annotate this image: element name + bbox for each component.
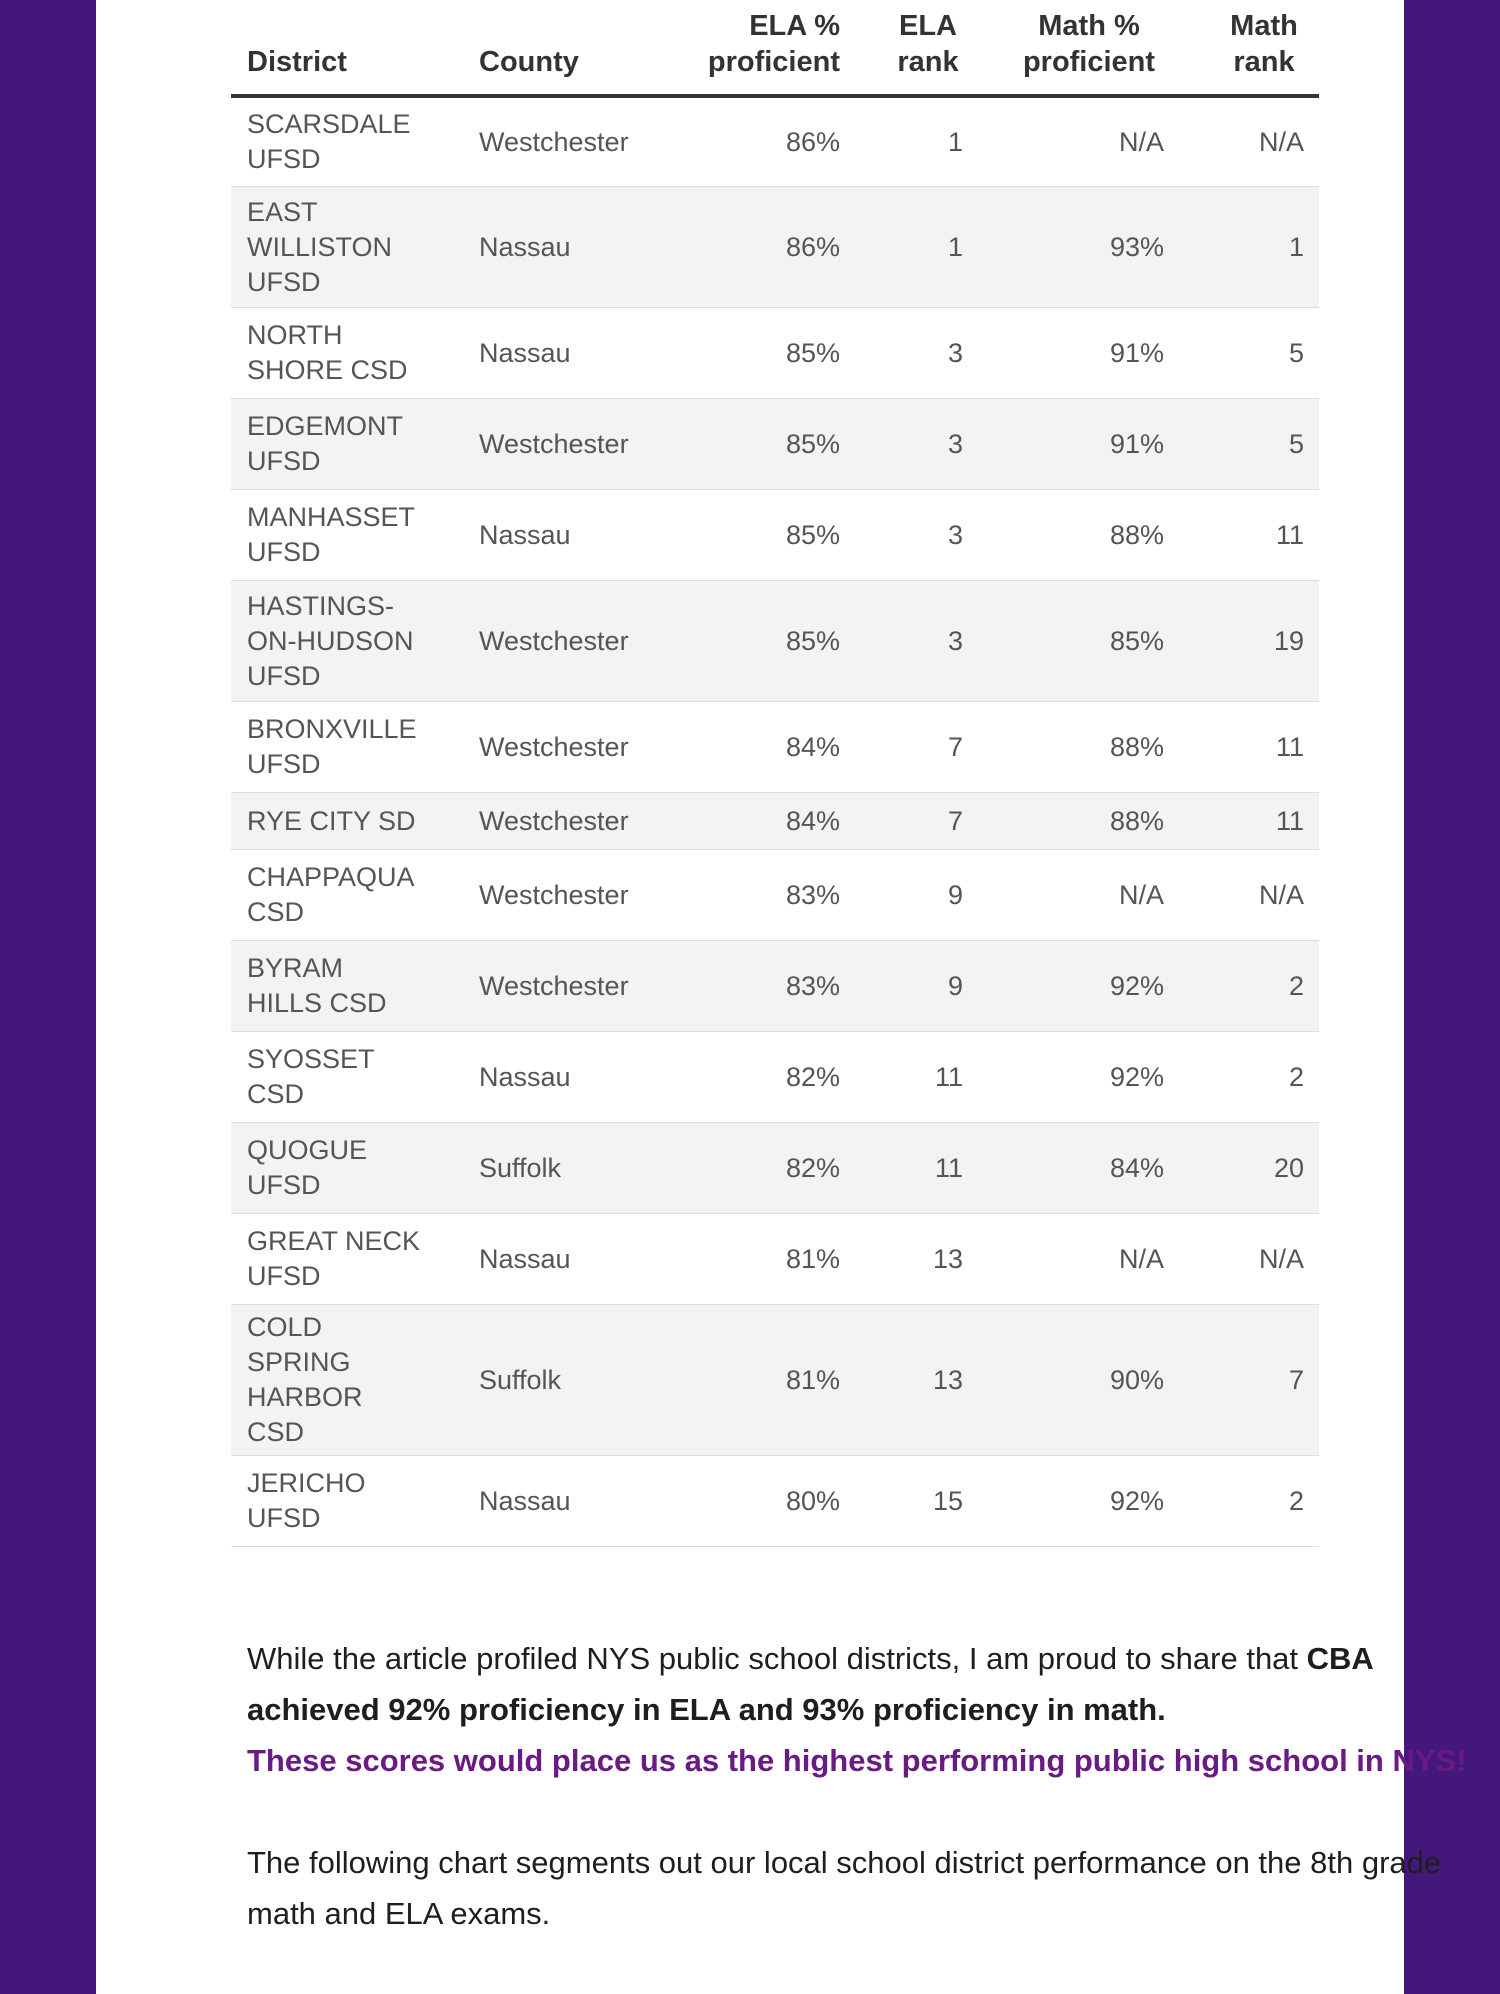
ela-percent-cell: 85% bbox=[785, 625, 840, 656]
ela-percent-cell: 83% bbox=[785, 970, 840, 1001]
county-cell: Nassau bbox=[479, 519, 571, 550]
county-cell: Suffolk bbox=[479, 1152, 562, 1183]
ela-percent-cell: 86% bbox=[785, 126, 840, 157]
county-cell: Nassau bbox=[479, 231, 571, 262]
ela-rank-cell: 11 bbox=[934, 1061, 963, 1092]
table-row bbox=[231, 399, 1319, 490]
math-rank-cell: 5 bbox=[1288, 428, 1304, 459]
district-cell: JERICHO UFSD bbox=[247, 1468, 366, 1533]
district-cell: QUOGUE UFSD bbox=[247, 1135, 368, 1200]
header-math-rank: Math rank bbox=[1230, 10, 1298, 78]
math-rank-cell: 19 bbox=[1273, 625, 1304, 656]
district-cell: CHAPPAQUA CSD bbox=[247, 862, 414, 927]
content-page bbox=[96, 0, 1467, 1994]
county-cell: Westchester bbox=[479, 126, 629, 157]
district-cell: HASTINGS-ON-HUDSON UFSD bbox=[247, 590, 414, 691]
math-percent-cell: 88% bbox=[1109, 519, 1164, 550]
math-percent-cell: 91% bbox=[1109, 428, 1164, 459]
math-rank-cell: 11 bbox=[1275, 805, 1304, 836]
county-cell: Westchester bbox=[479, 970, 629, 1001]
ela-rank-cell: 11 bbox=[934, 1152, 963, 1183]
district-cell: EAST WILLISTON UFSD bbox=[247, 196, 393, 297]
paragraph-intro: While the article profiled NYS public school districts, I am proud to share that bbox=[247, 1641, 1307, 1676]
header-ela-rank: ELA rank bbox=[897, 10, 959, 78]
table-row bbox=[231, 941, 1319, 1032]
math-percent-cell: N/A bbox=[1118, 1243, 1164, 1274]
math-percent-cell: 92% bbox=[1109, 970, 1164, 1001]
header-ela-percent: ELA % proficient bbox=[707, 10, 840, 78]
math-percent-cell: 85% bbox=[1109, 625, 1164, 656]
cba-proficiency-statement: CBA achieved 92% proficiency in ELA and 93% proficiency in math. bbox=[247, 1641, 1373, 1727]
table-row bbox=[231, 850, 1319, 941]
math-rank-cell: N/A bbox=[1258, 126, 1304, 157]
district-cell: COLD SPRING HARBOR CSD bbox=[247, 1312, 363, 1447]
math-percent-cell: 92% bbox=[1109, 1061, 1164, 1092]
ela-percent-cell: 84% bbox=[785, 805, 840, 836]
ela-percent-cell: 83% bbox=[785, 879, 840, 910]
county-cell: Westchester bbox=[479, 428, 629, 459]
math-rank-cell: 5 bbox=[1288, 337, 1304, 368]
district-cell: BRONXVILLE UFSD bbox=[247, 714, 417, 779]
district-cell: RYE CITY SD bbox=[247, 805, 416, 836]
district-cell: SCARSDALE UFSD bbox=[247, 109, 411, 174]
ela-rank-cell: 1 bbox=[947, 126, 963, 157]
math-rank-cell: 20 bbox=[1273, 1152, 1304, 1183]
table-row bbox=[231, 1123, 1319, 1214]
ela-rank-cell: 3 bbox=[947, 337, 963, 368]
district-cell: EDGEMONT UFSD bbox=[247, 411, 403, 476]
district-cell: SYOSSET CSD bbox=[247, 1044, 375, 1109]
math-rank-cell: 1 bbox=[1288, 231, 1304, 262]
header-district: District bbox=[247, 46, 347, 78]
math-percent-cell: N/A bbox=[1118, 879, 1164, 910]
paragraph-cba-results bbox=[247, 1633, 1467, 1786]
table-row bbox=[231, 187, 1319, 308]
math-rank-cell: N/A bbox=[1258, 1243, 1304, 1274]
paragraph-chart-intro: The following chart segments out our local school district performance on the 8th grade math and ELA exams. bbox=[247, 1845, 1442, 1931]
ela-rank-cell: 9 bbox=[947, 879, 963, 910]
county-cell: Nassau bbox=[479, 1243, 571, 1274]
table-row bbox=[231, 581, 1319, 702]
math-percent-cell: 92% bbox=[1109, 1485, 1164, 1516]
table-row bbox=[231, 1305, 1319, 1456]
ela-rank-cell: 9 bbox=[947, 970, 963, 1001]
ela-percent-cell: 81% bbox=[785, 1364, 840, 1395]
ela-rank-cell: 13 bbox=[932, 1364, 963, 1395]
math-percent-cell: 91% bbox=[1109, 337, 1164, 368]
ela-percent-cell: 85% bbox=[785, 337, 840, 368]
article-text bbox=[247, 1633, 1467, 1939]
math-rank-cell: 11 bbox=[1275, 519, 1304, 550]
ela-percent-cell: 85% bbox=[785, 428, 840, 459]
math-rank-cell: 2 bbox=[1288, 970, 1304, 1001]
district-cell: MANHASSET UFSD bbox=[247, 502, 415, 567]
county-cell: Suffolk bbox=[479, 1364, 562, 1395]
county-cell: Westchester bbox=[479, 731, 629, 762]
table-row bbox=[231, 98, 1319, 187]
ela-percent-cell: 81% bbox=[785, 1243, 840, 1274]
header-county: County bbox=[479, 46, 579, 78]
ela-rank-cell: 15 bbox=[932, 1485, 963, 1516]
ela-percent-cell: 82% bbox=[785, 1152, 840, 1183]
math-rank-cell: 2 bbox=[1288, 1485, 1304, 1516]
math-rank-cell: 7 bbox=[1288, 1364, 1304, 1395]
highest-performing-statement: These scores would place us as the highest performing public high school in NYS! bbox=[247, 1743, 1467, 1778]
ela-percent-cell: 82% bbox=[785, 1061, 840, 1092]
table-row bbox=[231, 793, 1319, 850]
ela-percent-cell: 85% bbox=[785, 519, 840, 550]
math-rank-cell: 11 bbox=[1275, 731, 1304, 762]
math-rank-cell: 2 bbox=[1288, 1061, 1304, 1092]
district-cell: GREAT NECK UFSD bbox=[247, 1226, 421, 1291]
ela-rank-cell: 3 bbox=[947, 519, 963, 550]
math-percent-cell: 88% bbox=[1109, 731, 1164, 762]
table-row bbox=[231, 308, 1319, 399]
county-cell: Westchester bbox=[479, 625, 629, 656]
ela-rank-cell: 13 bbox=[932, 1243, 963, 1274]
math-percent-cell: 93% bbox=[1109, 231, 1164, 262]
table-body bbox=[231, 98, 1319, 1547]
county-cell: Westchester bbox=[479, 805, 629, 836]
table-header bbox=[231, 0, 1319, 98]
math-percent-cell: 88% bbox=[1109, 805, 1164, 836]
ela-rank-cell: 3 bbox=[947, 428, 963, 459]
district-cell: NORTH SHORE CSD bbox=[247, 320, 408, 385]
district-cell: BYRAM HILLS CSD bbox=[247, 953, 387, 1018]
ela-percent-cell: 84% bbox=[785, 731, 840, 762]
county-cell: Nassau bbox=[479, 337, 571, 368]
ela-rank-cell: 3 bbox=[947, 625, 963, 656]
table-row bbox=[231, 1214, 1319, 1305]
math-percent-cell: 84% bbox=[1109, 1152, 1164, 1183]
county-cell: Nassau bbox=[479, 1485, 571, 1516]
table-row bbox=[231, 1456, 1319, 1547]
math-percent-cell: 90% bbox=[1109, 1364, 1164, 1395]
table-row bbox=[231, 702, 1319, 793]
ela-rank-cell: 7 bbox=[947, 805, 963, 836]
district-performance-table bbox=[231, 0, 1319, 1547]
math-percent-cell: N/A bbox=[1118, 126, 1164, 157]
header-math-percent: Math % proficient bbox=[1022, 10, 1156, 78]
math-rank-cell: N/A bbox=[1258, 879, 1304, 910]
table-row bbox=[231, 490, 1319, 581]
county-cell: Nassau bbox=[479, 1061, 571, 1092]
ela-percent-cell: 80% bbox=[785, 1485, 840, 1516]
ela-percent-cell: 86% bbox=[785, 231, 840, 262]
ela-rank-cell: 1 bbox=[947, 231, 963, 262]
county-cell: Westchester bbox=[479, 879, 629, 910]
table-row bbox=[231, 1032, 1319, 1123]
ela-rank-cell: 7 bbox=[947, 731, 963, 762]
